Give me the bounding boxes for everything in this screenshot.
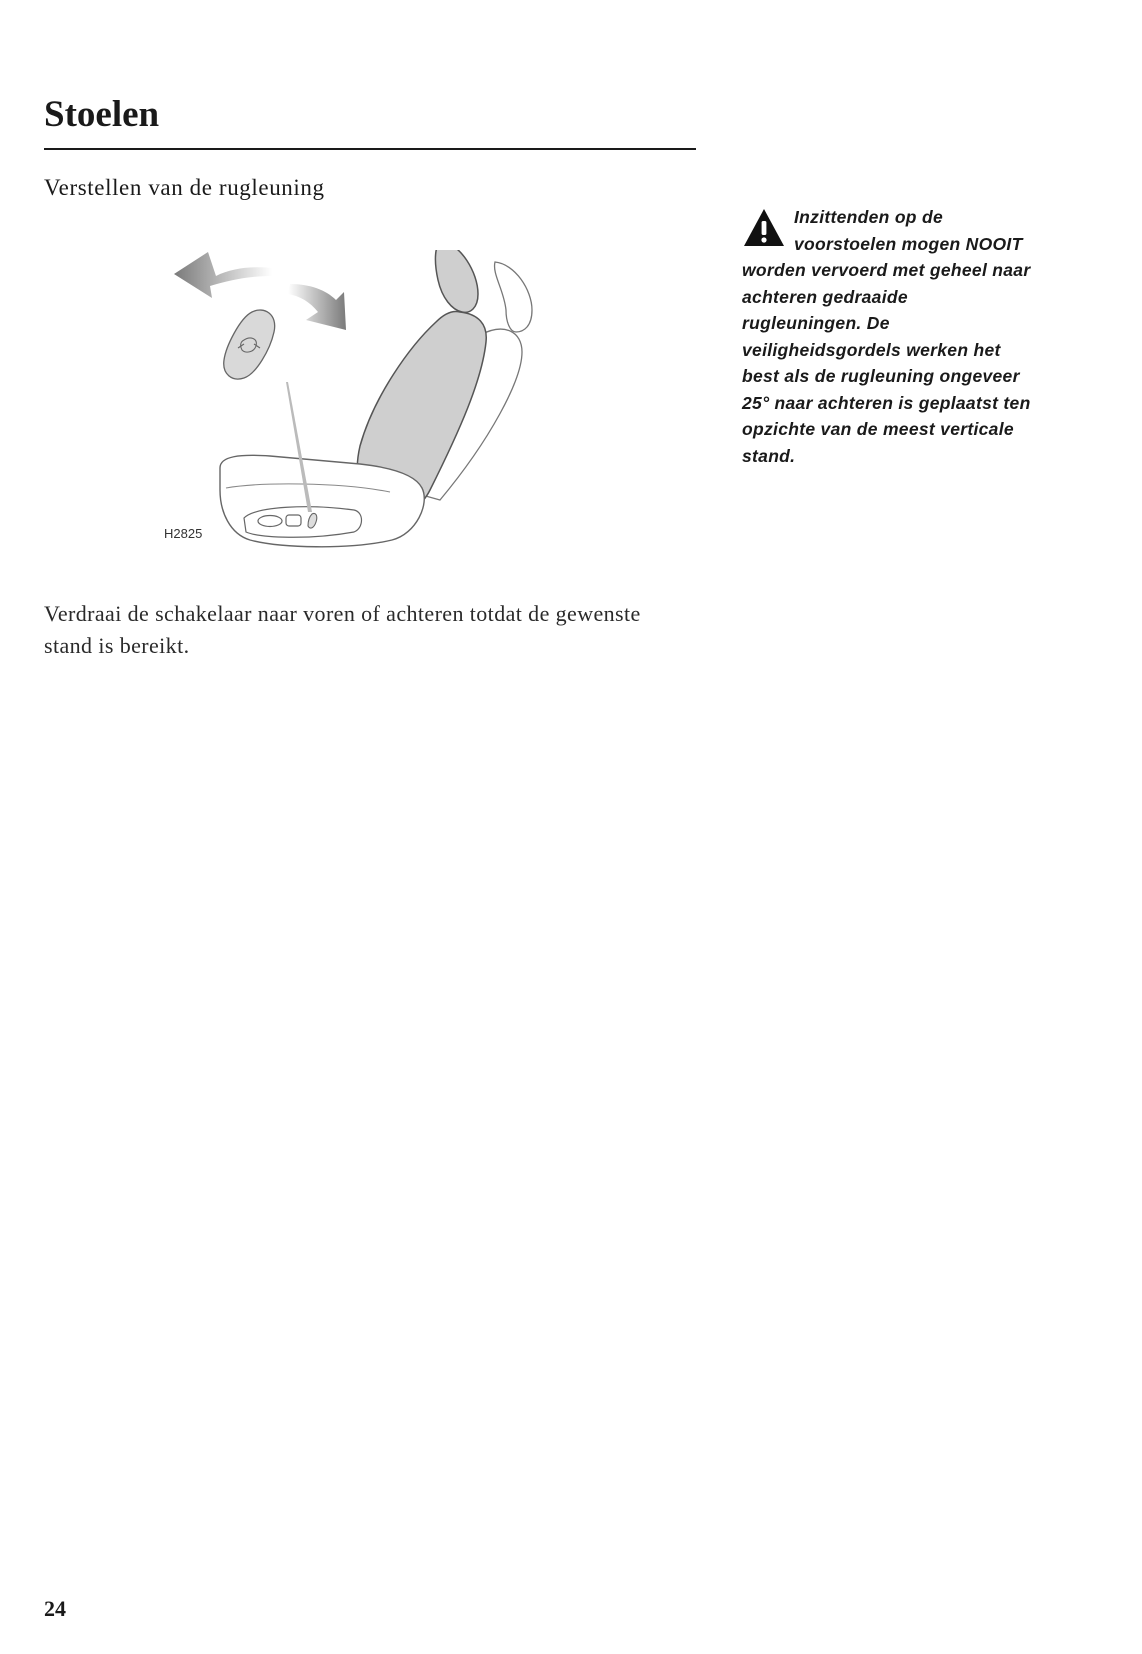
seat-illustration [160, 250, 580, 580]
title-divider [44, 148, 696, 150]
warning-note [742, 204, 1032, 469]
warning-triangle-icon [742, 206, 786, 250]
page-title: Stoelen [44, 94, 160, 135]
switch-detail-icon [224, 310, 275, 379]
section-heading: Verstellen van de rugleuning [44, 175, 325, 200]
instruction-text: Verdraai de schakelaar naar voren of achteren totdat de gewenste stand is bereikt. [44, 601, 641, 658]
warning-text: Inzittenden op de voorstoelen mogen NOOIT worden vervoerd met geheel naar achteren gedraaide rugleuningen. De veiligheidsgordels werken het best als de rugleuning ongeveer 25° naar achteren is geplaatst ten opzichte van de meest verticale stand. [742, 207, 1031, 466]
page-number: 24 [44, 1596, 66, 1621]
figure-label: H2825 [164, 526, 203, 541]
